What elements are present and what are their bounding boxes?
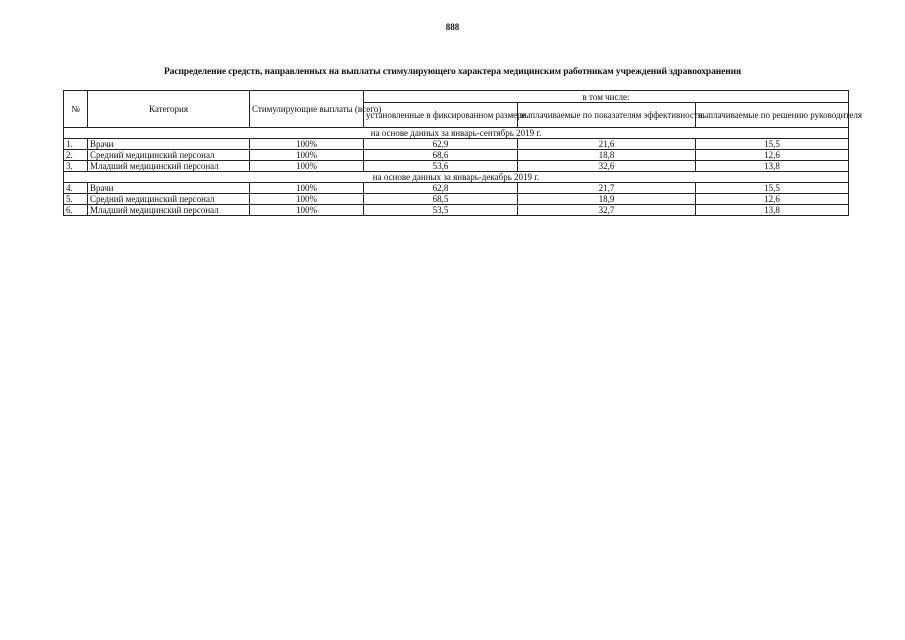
row-total: 100% [250, 139, 364, 150]
table-row [64, 183, 849, 194]
row-number: 1. [64, 139, 88, 150]
row-category: Средний медицинский персонал [88, 194, 250, 205]
row-efficiency: 18,9 [518, 194, 696, 205]
row-total: 100% [250, 205, 364, 216]
row-total: 100% [250, 161, 364, 172]
row-number: 4. [64, 183, 88, 194]
row-total: 100% [250, 194, 364, 205]
row-manager: 13,8 [696, 205, 849, 216]
row-fixed: 68,5 [364, 194, 518, 205]
section-row [64, 128, 849, 139]
row-fixed: 62,9 [364, 139, 518, 150]
header-number: № [64, 91, 88, 128]
row-total: 100% [250, 183, 364, 194]
distribution-table [63, 90, 862, 216]
row-manager: 15,5 [696, 139, 849, 150]
table-row [64, 150, 849, 161]
row-manager: 12,6 [696, 194, 849, 205]
row-efficiency: 21,6 [518, 139, 696, 150]
header-efficiency: выплачиваемые по показателям эффективности [518, 103, 696, 128]
row-efficiency: 32,6 [518, 161, 696, 172]
row-fixed: 68,6 [364, 150, 518, 161]
row-number: 6. [64, 205, 88, 216]
row-number: 5. [64, 194, 88, 205]
header-including: в том числе: [364, 91, 849, 103]
page-number: 888 [445, 22, 460, 32]
row-efficiency: 32,7 [518, 205, 696, 216]
row-efficiency: 21,7 [518, 183, 696, 194]
row-fixed: 53,6 [364, 161, 518, 172]
row-number: 3. [64, 161, 88, 172]
row-efficiency: 18,8 [518, 150, 696, 161]
row-category: Младший медицинский персонал [88, 205, 250, 216]
section-label: на основе данных за январь-сентябрь 2019 г. [64, 128, 849, 139]
row-total: 100% [250, 150, 364, 161]
row-manager: 15,5 [696, 183, 849, 194]
row-category: Врачи [88, 183, 250, 194]
row-fixed: 62,8 [364, 183, 518, 194]
row-manager: 12,6 [696, 150, 849, 161]
header-fixed: установленные в фиксированном размере [364, 103, 518, 128]
table-row [64, 205, 849, 216]
table-row [64, 139, 849, 150]
row-category: Врачи [88, 139, 250, 150]
header-manager: выплачиваемые по решению руководителя [696, 103, 849, 128]
row-manager: 13,8 [696, 161, 849, 172]
section-label: на основе данных за январь-декабрь 2019 г. [64, 172, 849, 183]
header-category: Категория [88, 91, 250, 128]
table-row [64, 161, 849, 172]
row-category: Младший медицинский персонал [88, 161, 250, 172]
row-category: Средний медицинский персонал [88, 150, 250, 161]
row-number: 2. [64, 150, 88, 161]
section-row [64, 172, 849, 183]
document-title: Распределение средств, направленных на выплаты стимулирующего характера медицинским работникам учреждений здравоохранения [163, 67, 742, 77]
header-total: Стимулирующие выплаты (всего) [250, 91, 364, 128]
row-fixed: 53,5 [364, 205, 518, 216]
table-row [64, 194, 849, 205]
